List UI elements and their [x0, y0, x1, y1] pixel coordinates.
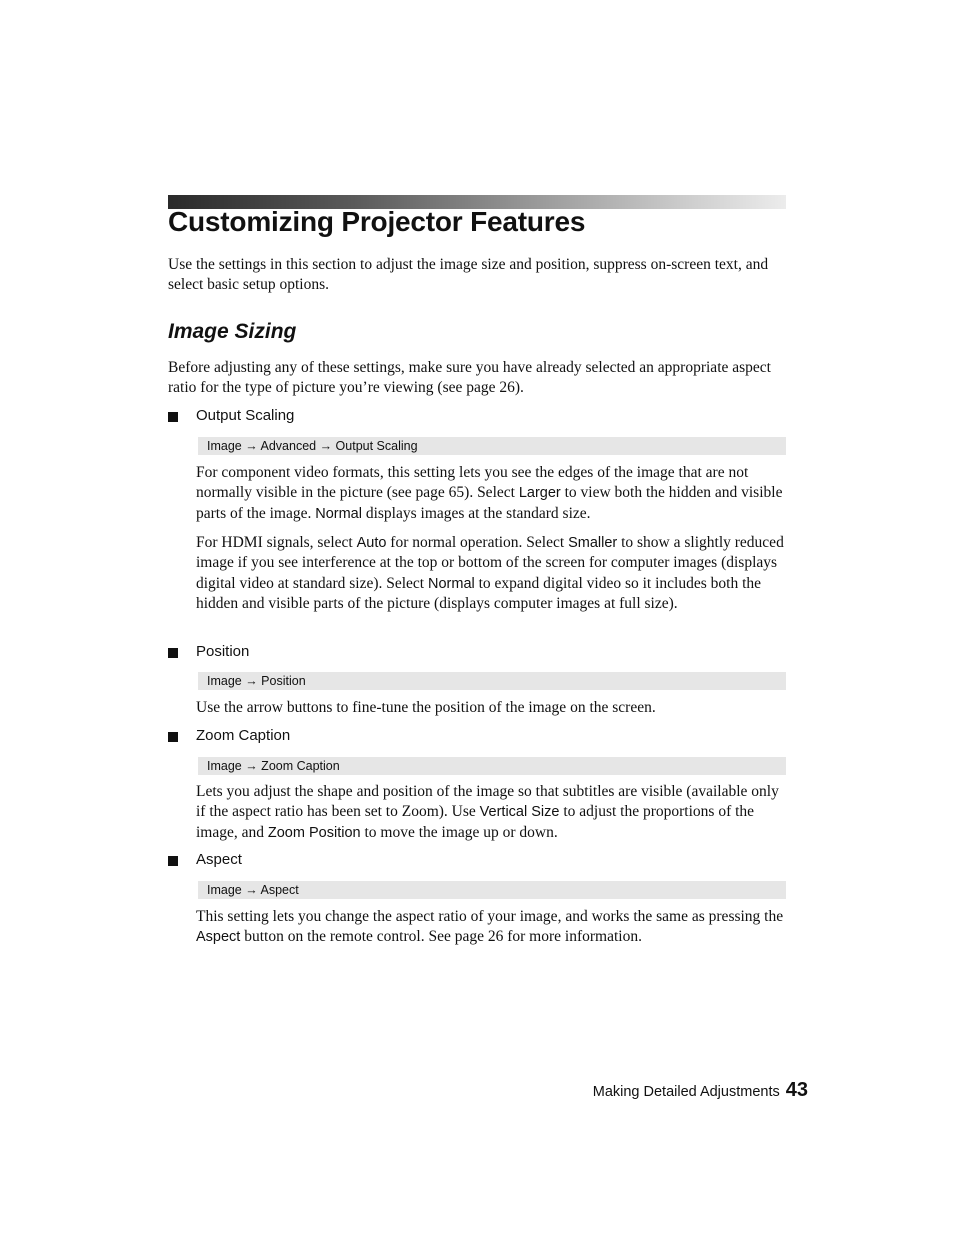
page-footer	[593, 1079, 808, 1102]
intro-paragraph: Use the settings in this section to adjust the image size and position, suppress on-screen text, and select basic setup options.	[168, 256, 769, 294]
setting-auto: Auto	[356, 535, 387, 551]
square-bullet-icon	[168, 856, 178, 866]
square-bullet-icon	[168, 412, 178, 422]
setting-larger: Larger	[518, 485, 561, 502]
bullet-label: Aspect	[196, 851, 242, 868]
menu-path-zoom-caption	[198, 757, 786, 775]
bullet-label: Output Scaling	[196, 407, 295, 424]
menu-path-text: Image → Position	[207, 674, 306, 688]
menu-path-text: Image → Aspect	[207, 883, 299, 897]
aspect-paragraph: This setting lets you change the aspect ratio of your image, and works the same as pressing the Aspect button on the remote control. See page 26 for more information.	[196, 908, 784, 946]
sizing-intro-paragraph: Before adjusting any of these settings, make sure you have already selected an appropriate aspect ratio for the type of picture you’re viewing (see page 26).	[168, 359, 771, 397]
setting-zoom-position: Zoom Position	[267, 824, 361, 841]
position-paragraph: Use the arrow buttons to fine-tune the position of the image on the screen.	[196, 699, 656, 716]
square-bullet-icon	[168, 648, 178, 658]
menu-path-aspect	[198, 881, 786, 899]
menu-path-output-scaling	[198, 437, 786, 455]
setting-normal: Normal	[315, 505, 362, 522]
section-heading: Image Sizing	[168, 320, 297, 343]
menu-path-text: Image → Zoom Caption	[207, 759, 340, 773]
menu-path-position	[198, 672, 786, 690]
page-number: 43	[785, 1079, 808, 1101]
setting-normal: Normal	[428, 575, 475, 592]
output-scaling-paragraph-2: For HDMI signals, select Auto for normal operation. Select Smaller to show a slightly reduced image if you see interference at the top or bottom of the screen for computer images (displays digital video at standard size). Select Normal to expand digital video so it includes both the hidden and visible parts of the picture (displays computer images at full size).	[196, 534, 784, 612]
setting-vertical-size: Vertical Size	[479, 804, 560, 821]
bullet-label: Position	[196, 643, 250, 660]
page-title: Customizing Projector Features	[168, 206, 586, 237]
square-bullet-icon	[168, 732, 178, 742]
menu-path-text: Image → Advanced → Output Scaling	[207, 439, 418, 453]
output-scaling-paragraph-1: For component video formats, this setting lets you see the edges of the image that are not normally visible in the picture (see page 65). Select Larger to view both the hidden and visible parts of the image. Normal displays images at the standard size.	[196, 464, 783, 522]
footer-section-title: Making Detailed Adjustments	[592, 1084, 780, 1100]
bullet-label: Zoom Caption	[196, 727, 291, 744]
zoom-caption-paragraph: Lets you adjust the shape and position of the image so that subtitles are visible (available only if the aspect ratio has been set to Zoom). Use Vertical Size to adjust the proportions of the image, and Zoom Position to move the image up or down.	[196, 783, 779, 841]
button-aspect-name: Aspect	[196, 929, 241, 946]
setting-smaller: Smaller	[568, 535, 618, 551]
